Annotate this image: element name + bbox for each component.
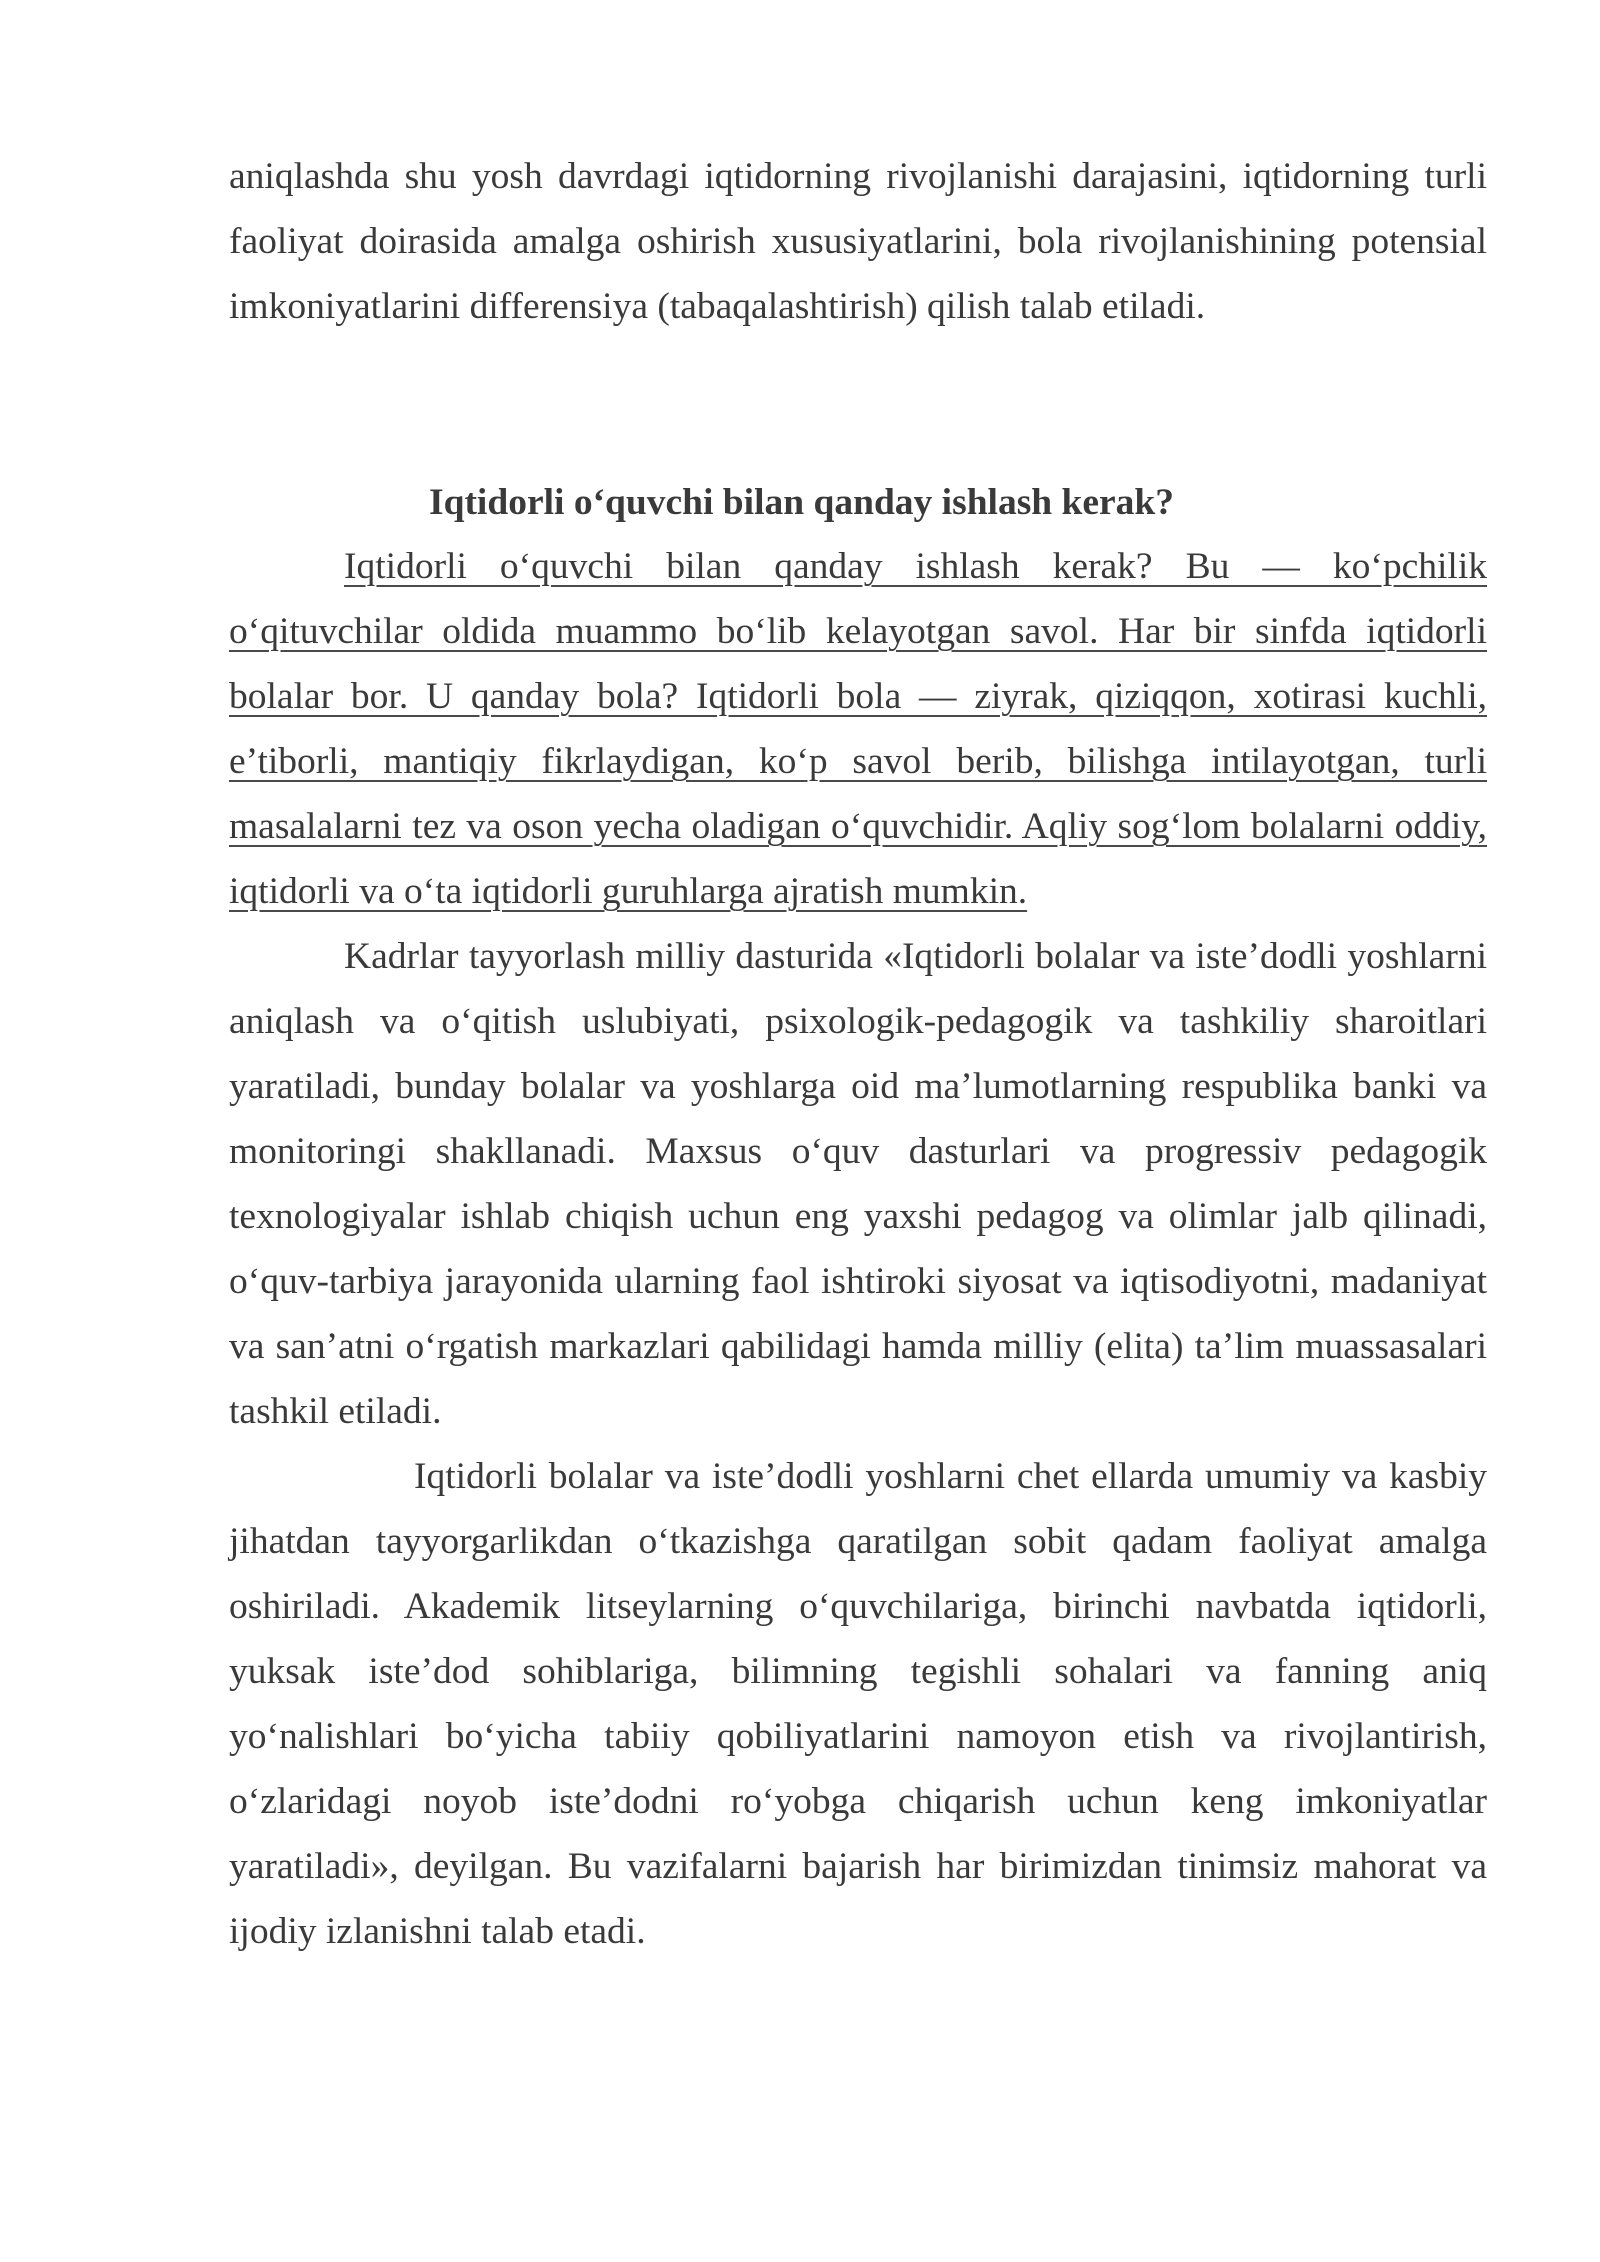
section-heading: Iqtidorli o‘quvchi bilan qanday ishlash kerak?: [429, 482, 1175, 523]
paragraph-kadrlar: Kadrlar tayyorlash milliy dasturida «Iqtidorli bolalar va iste’dodli yoshlarni aniqlash va o‘qitish uslubiyati, psixologik-pedagogik va tashkiliy sharoitlari yaratiladi, bunday bolalar va yoshlarga oid ma’lumotlarning respublika banki va monitoringi shakllanadi. Maxsus o‘quv dasturlari va progressiv pedagogik texnologiyalar ishlab chiqish uchun eng yaxshi pedagog va olimlar jalb qilinadi, o‘quv-tarbiya jarayonida ularning faol ishtiroki siyosat va iqtisodiyotni, madaniyat va san’atni o‘rgatish markazlari qabilidagi hamda milliy (elita) ta’lim muassasalari tashkil etiladi.: [229, 936, 1487, 1432]
paragraph-iqtidorli: Iqtidorli bolalar va iste’dodli yoshlarni chet ellarda umumiy va kasbiy jihatdan tayyorgarlikdan o‘tkazishga qaratilgan sobit qadam faoliyat amalga oshiriladi. Akademik litseylarning o‘quvchilariga, birinchi navbatda iqtidorli, yuksak iste’dod sohiblariga, bilimning tegishli sohalari va fanning aniq yo‘nalishlari bo‘yicha tabiiy qobiliyatlarini namoyon etish va rivojlantirish, o‘zlaridagi noyob iste’dodni ro‘yobga chiqarish uchun keng imkoniyatlar yaratiladi», deyilgan. Bu vazifalarni bajarish har birimizdan tinimsiz mahorat va ijodiy izlanishni talab etadi.: [229, 1456, 1487, 1952]
paragraph-intro: aniqlashda shu yosh davrdagi iqtidorning rivojlanishi darajasini, iqtidorning turli faoliyat doirasida amalga oshirish xususiyatlarini, bola rivojlanishining potensial imkoniyatlarini differensiya (tabaqalashtirish) qilish talab etiladi.: [229, 156, 1487, 327]
paragraph-underlined: Iqtidorli o‘quvchi bilan qanday ishlash kerak? Bu — ko‘pchilik o‘qituvchilar oldida muammo bo‘lib kelayotgan savol. Har bir sinfda iqtidorli bolalar bor. U qanday bola? Iqtidorli bola — ziyrak, qiziqqon, xotirasi kuchli, e’tiborli, mantiqiy fikrlaydigan, ko‘p savol berib, bilishga intilayotgan, turli masalalarni tez va oson yecha oladigan o‘quvchidir. Aqliy sog‘lom bolalarni oddiy, iqtidorli va o‘ta iqtidorli guruhlarga ajratish mumkin.: [229, 546, 1487, 912]
